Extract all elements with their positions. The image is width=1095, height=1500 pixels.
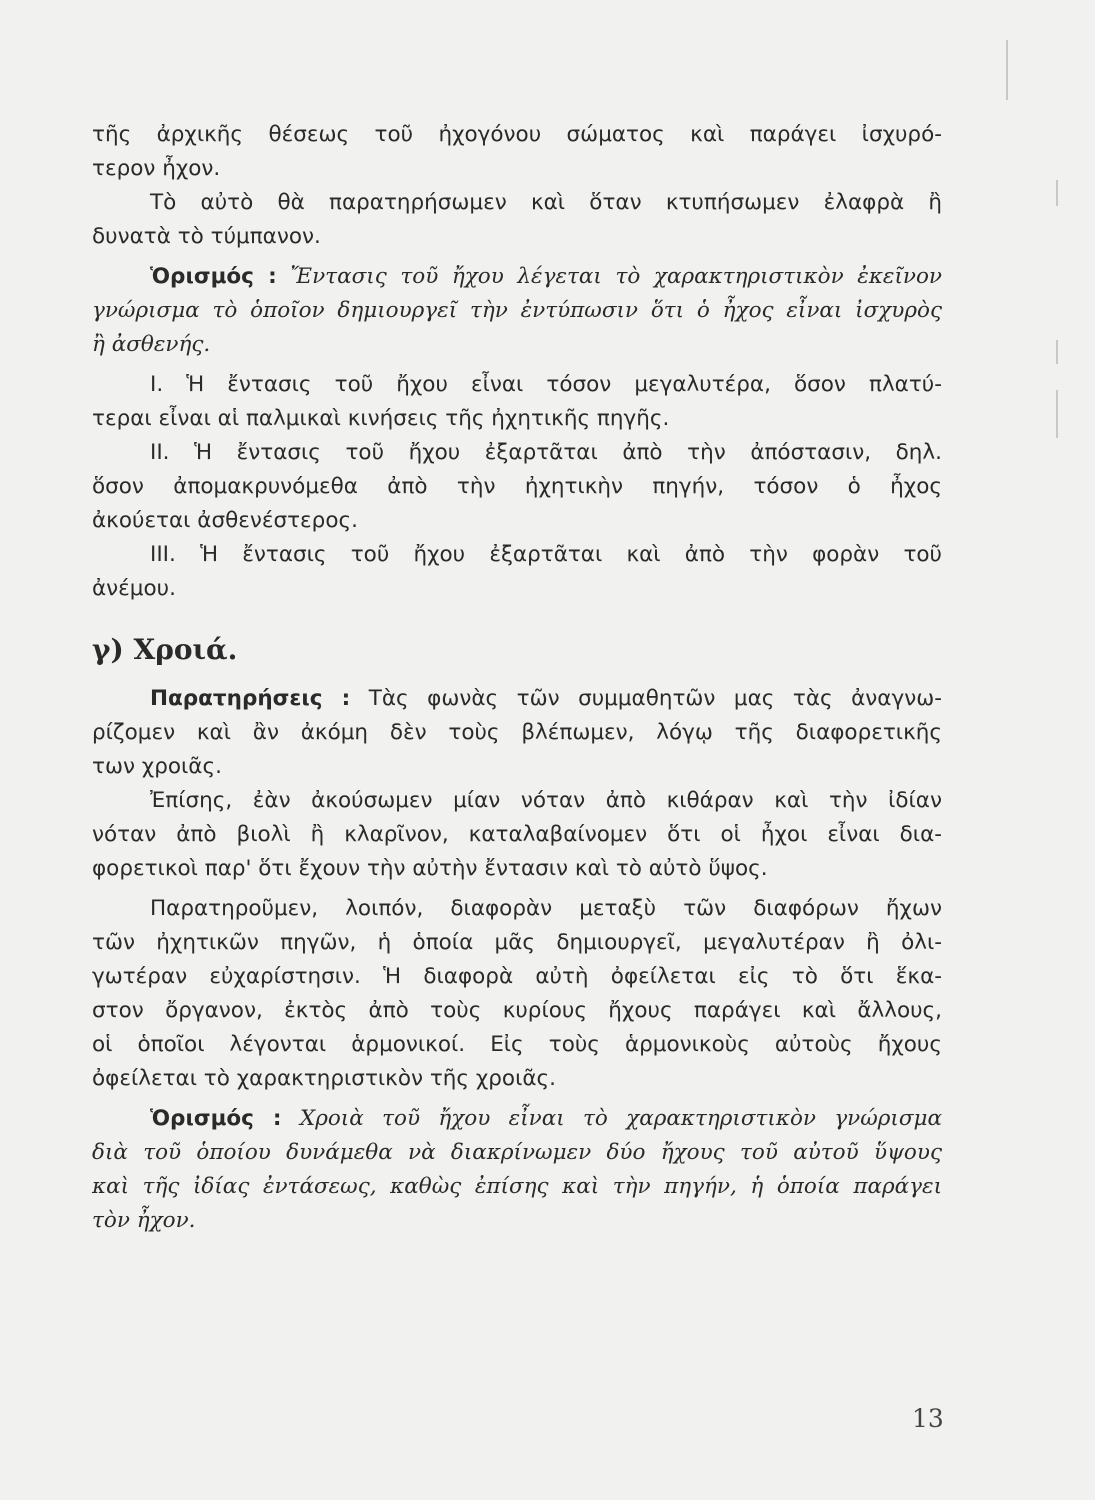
- definition-text: Ἔντασις τοῦ ἤχου λέγεται τὸ χαρακτηριστικὸν ἐκεῖνον: [290, 264, 942, 289]
- text-line: [92, 260, 942, 294]
- paragraph-continuation: [92, 118, 942, 186]
- text-line: τερον ἦχον.: [92, 156, 221, 181]
- text-line: ὀφείλεται τὸ χαρακτηριστικὸν τῆς χροιᾶς.: [92, 1066, 556, 1091]
- rule-1: [92, 368, 942, 436]
- text-line: ἀνέμου.: [92, 576, 176, 601]
- rule-2: [92, 436, 942, 538]
- observations-label: Παρατηρήσεις :: [150, 686, 351, 711]
- text-line: Ἐπίσης, ἐὰν ἀκούσωμεν μίαν νόταν ἀπὸ κιθάραν καὶ τὴν ἰδίαν: [150, 788, 942, 813]
- text-line: γωτέραν εὐχαρίστησιν. Ἡ διαφορὰ αὐτὴ ὀφείλεται εἰς τὸ ὅτι ἕκα-: [92, 964, 942, 989]
- text-line: III. Ἡ ἔντασις τοῦ ἤχου ἐξαρτᾶται καὶ ἀπὸ τὴν φορὰν τοῦ: [150, 542, 942, 567]
- section-heading: γ) Χροιά.: [92, 633, 238, 666]
- definition-text: Χροιὰ τοῦ ἤχου εἶναι τὸ χαρακτηριστικὸν γνώρισμα: [299, 1106, 943, 1131]
- definition-timbre: [92, 1102, 942, 1238]
- page-edge-mark: [1056, 390, 1058, 438]
- page-number: 13: [912, 1404, 944, 1433]
- definition-text: ἢ ἀσθενής.: [92, 332, 211, 357]
- text-line: φορετικοὶ παρ' ὅτι ἔχουν τὴν αὐτὴν ἔντασιν καὶ τὸ αὐτὸ ὕψος.: [92, 856, 768, 881]
- paragraph-instruments: [92, 784, 942, 886]
- paragraph-drum-observation: [92, 186, 942, 254]
- definition-label: Ὁρισμός :: [150, 1106, 282, 1131]
- text-line: οἱ ὁποῖοι λέγονται ἁρμονικοί. Εἰς τοὺς ἁρμονικοὺς αὐτοὺς ἤχους: [92, 1032, 942, 1057]
- page-edge-mark: [1006, 40, 1008, 100]
- text-line: νόταν ἀπὸ βιολὶ ἢ κλαρῖνον, καταλαβαίνομεν ὅτι οἱ ἦχοι εἶναι δια-: [92, 822, 942, 847]
- definition-intensity: [92, 260, 942, 362]
- text-line: II. Ἡ ἔντασις τοῦ ἤχου ἐξαρτᾶται ἀπὸ τὴν ἀπόστασιν, δηλ.: [150, 440, 942, 465]
- definition-text: καὶ τῆς ἰδίας ἐντάσεως, καθὼς ἐπίσης καὶ τὴν πηγήν, ἡ ὁποία παράγει: [92, 1174, 942, 1199]
- text-line: ρίζομεν καὶ ἂν ἀκόμη δὲν τοὺς βλέπωμεν, λόγῳ τῆς διαφορετικῆς: [92, 720, 942, 745]
- text-line: Παρατηροῦμεν, λοιπόν, διαφορὰν μεταξὺ τῶν διαφόρων ἤχων: [150, 896, 942, 921]
- text-line: τῶν ἠχητικῶν πηγῶν, ἡ ὁποία μᾶς δημιουργεῖ, μεγαλυτέραν ἢ ὀλι-: [92, 930, 942, 955]
- page-edge-mark: [1056, 340, 1058, 364]
- text-line: τῆς ἀρχικῆς θέσεως τοῦ ἠχογόνου σώματος καὶ παράγει ἰσχυρό-: [92, 122, 942, 147]
- paragraph-harmonics: [92, 892, 942, 1096]
- definition-text: διὰ τοῦ ὁποίου δυνάμεθα νὰ διακρίνωμεν δύο ἤχους τοῦ αὐτοῦ ὕψους: [92, 1140, 942, 1165]
- text-line: I. Ἡ ἔντασις τοῦ ἤχου εἶναι τόσον μεγαλυτέρα, ὅσον πλατύ-: [150, 372, 942, 397]
- rule-3: [92, 538, 942, 606]
- observations: [92, 682, 942, 784]
- text-line: δυνατὰ τὸ τύμπανον.: [92, 224, 321, 249]
- text-line: τεραι εἶναι αἱ παλμικαὶ κινήσεις τῆς ἠχητικῆς πηγῆς.: [92, 406, 670, 431]
- definition-text: τὸν ἦχον.: [92, 1208, 196, 1233]
- text-line: Τὸ αὐτὸ θὰ παρατηρήσωμεν καὶ ὅταν κτυπήσωμεν ἐλαφρὰ ἢ: [150, 190, 942, 215]
- text-line: ὅσον ἀπομακρυνόμεθα ἀπὸ τὴν ἠχητικὴν πηγήν, τόσον ὁ ἦχος: [92, 474, 942, 499]
- text-line: [92, 682, 942, 716]
- page-body: [92, 118, 942, 1238]
- text-line: των χροιᾶς.: [92, 754, 222, 779]
- observations-text: Τὰς φωνὰς τῶν συμμαθητῶν μας τὰς ἀναγνω-: [368, 686, 942, 711]
- text-line: ἀκούεται ἀσθενέστερος.: [92, 508, 358, 533]
- definition-text: γνώρισμα τὸ ὁποῖον δημιουργεῖ τὴν ἐντύπωσιν ὅτι ὁ ἦχος εἶναι ἰσχυρὸς: [92, 298, 942, 323]
- page-edge-mark: [1056, 180, 1058, 206]
- text-line: στον ὄργανον, ἐκτὸς ἀπὸ τοὺς κυρίους ἤχους παράγει καὶ ἄλλους,: [92, 998, 942, 1023]
- definition-label: Ὁρισμός :: [150, 264, 277, 289]
- text-line: [92, 1102, 942, 1136]
